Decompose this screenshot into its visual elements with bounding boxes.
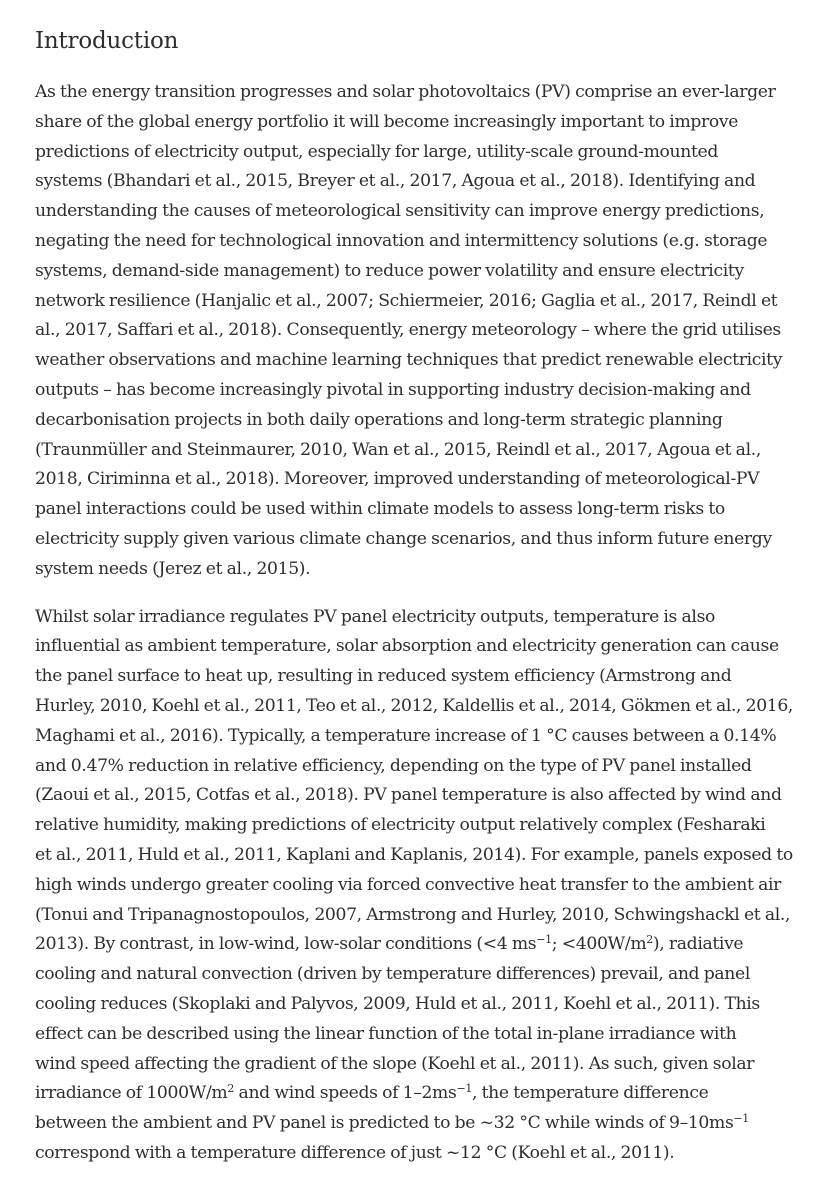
paragraph-2 (35, 603, 795, 1169)
text-line: network resilience (Hanjalic et al., 2007; Schiermeier, 2016; Gaglia et al., 2017, Reindl et (35, 290, 778, 311)
text-line: Whilst solar irradiance regulates PV panel electricity outputs, temperature is also (35, 606, 716, 627)
section-title: Introduction (35, 28, 179, 54)
text-line: (Zaoui et al., 2015, Cotfas et al., 2018). PV panel temperature is also affected by wind and (35, 785, 782, 806)
text-line: correspond with a temperature difference of just ~12 °C (Koehl et al., 2011). (35, 1142, 675, 1163)
paragraph-1 (35, 78, 795, 585)
text-line: et al., 2011, Huld et al., 2011, Kaplani and Kaplanis, 2014). For example, panels exposed to (35, 844, 793, 865)
text-segment: ), radiative (652, 934, 744, 955)
text-segment: irradiance of 1000W/m (35, 1083, 228, 1104)
text-line: outputs – has become increasingly pivotal in supporting industry decision-making and (35, 379, 751, 400)
text-line: Hurley, 2010, Koehl et al., 2011, Teo et al., 2012, Kaldellis et al., 2014, Gökmen et al., 2016, (35, 695, 793, 716)
text-line: systems, demand-side management) to reduce power volatility and ensure electricity (35, 260, 744, 281)
text-line: relative humidity, making predictions of electricity output relatively complex (Fesharaki (35, 815, 766, 836)
superscript: 2 (227, 1082, 235, 1096)
text-line: panel interactions could be used within climate models to assess long-term risks to (35, 499, 725, 520)
text-line: al., 2017, Saffari et al., 2018). Consequently, energy meteorology – where the grid utilises (35, 320, 781, 341)
text-line: cooling and natural convection (driven by temperature differences) prevail, and panel (35, 964, 750, 985)
text-line: the panel surface to heat up, resulting in reduced system efficiency (Armstrong and (35, 666, 732, 687)
text-line: system needs (Jerez et al., 2015). (35, 558, 311, 579)
text-line: share of the global energy portfolio it will become increasingly important to improve (35, 111, 739, 132)
superscript: −1 (733, 1112, 749, 1126)
text-line: understanding the causes of meteorological sensitivity can improve energy predictions, (35, 201, 765, 222)
text-line: effect can be described using the linear function of the total in-plane irradiance with (35, 1023, 737, 1044)
text-line: decarbonisation projects in both daily operations and long-term strategic planning (35, 409, 723, 430)
text-line: influential as ambient temperature, solar absorption and electricity generation can cause (35, 636, 779, 657)
text-line: weather observations and machine learning techniques that predict renewable electricity (35, 350, 783, 371)
text-segment: 2013). By contrast, in low-wind, low-solar conditions (<4 ms (35, 934, 537, 955)
text-line: electricity supply given various climate change scenarios, and thus inform future energy (35, 528, 772, 549)
text-line: cooling reduces (Skoplaki and Palyvos, 2009, Huld et al., 2011, Koehl et al., 2011). This (35, 993, 760, 1014)
text-line: 2018, Ciriminna et al., 2018). Moreover, improved understanding of meteorological-PV (35, 469, 760, 490)
text-segment: between the ambient and PV panel is predicted to be ~32 °C while winds of 9–10ms (35, 1113, 734, 1134)
text-line (35, 930, 795, 960)
text-line: high winds undergo greater cooling via forced convective heat transfer to the ambient air (35, 874, 781, 895)
article-body (35, 24, 795, 1187)
text-line: predictions of electricity output, especially for large, utility-scale ground-mounted (35, 141, 719, 162)
superscript: −1 (456, 1082, 472, 1096)
text-segment: and wind speeds of 1–2ms (234, 1083, 457, 1104)
text-line: As the energy transition progresses and solar photovoltaics (PV) comprise an ever-larger (35, 82, 776, 102)
text-line: and 0.47% reduction in relative efficiency, depending on the type of PV panel installed (35, 755, 752, 776)
text-line: Maghami et al., 2016). Typically, a temperature increase of 1 °C causes between a 0.14% (35, 725, 777, 746)
superscript: −1 (536, 933, 552, 947)
text-segment: , the temperature difference (472, 1083, 709, 1104)
text-line (35, 1109, 795, 1139)
text-line (35, 1079, 795, 1109)
text-line: wind speed affecting the gradient of the slope (Koehl et al., 2011). As such, given solar (35, 1053, 755, 1074)
text-line: negating the need for technological innovation and intermittency solutions (e.g. storage (35, 230, 768, 251)
superscript: 2 (646, 933, 653, 947)
text-line: (Traunmüller and Steinmaurer, 2010, Wan et al., 2015, Reindl et al., 2017, Agoua et al., (35, 439, 761, 460)
text-line: (Tonui and Tripanagnostopoulos, 2007, Armstrong and Hurley, 2010, Schwingshackl et al., (35, 904, 791, 925)
text-line: systems (Bhandari et al., 2015, Breyer et al., 2017, Agoua et al., 2018). Identifying and (35, 171, 756, 192)
text-segment: ; <400W/m (551, 934, 647, 955)
